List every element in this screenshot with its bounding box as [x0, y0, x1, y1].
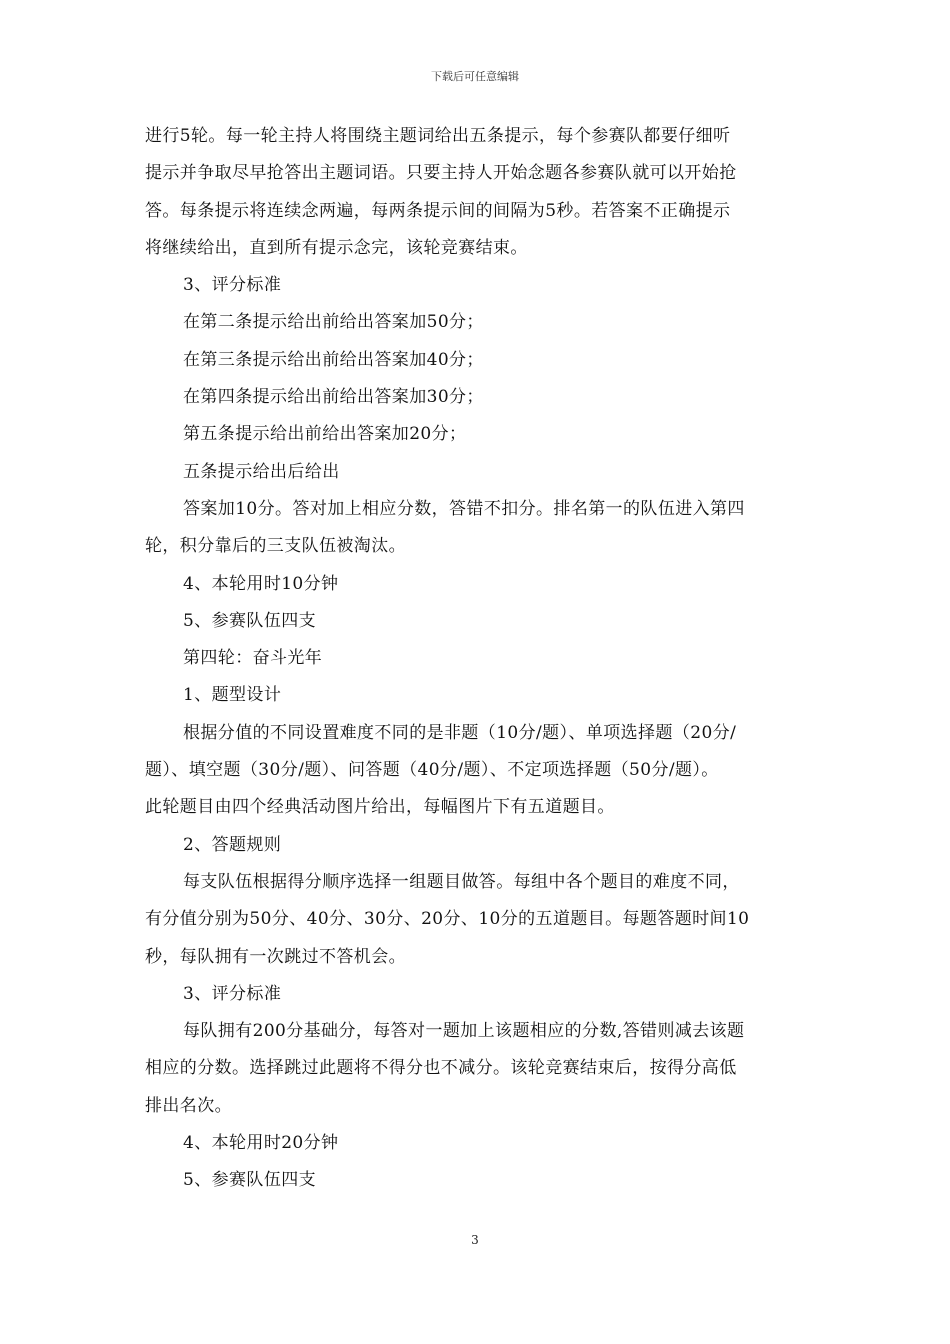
text-line: 提示并争取尽早抢答出主题词语。只要主持人开始念题各参赛队就可以开始抢: [145, 163, 737, 184]
text-line: 1、题型设计: [183, 685, 282, 706]
text-line: 答。每条提示将连续念两遍，每两条提示间的间隔为5秒。若答案不正确提示: [145, 200, 731, 221]
text-line: 每队拥有200分基础分，每答对一题加上该题相应的分数,答错则减去该题: [183, 1021, 745, 1042]
text-line: 4、本轮用时10分钟: [183, 573, 339, 594]
text-line: 根据分值的不同设置难度不同的是非题（10分/题）、单项选择题（20分/: [183, 722, 737, 743]
text-line: 答案加10分。答对加上相应分数，答错不扣分。排名第一的队伍进入第四: [183, 498, 745, 519]
text-line: 有分值分别为50分、40分、30分、20分、10分的五道题目。每题答题时间10: [145, 909, 750, 930]
text-line: 排出名次。: [145, 1095, 232, 1116]
text-line: 每支队伍根据得分顺序选择一组题目做答。每组中各个题目的难度不同，: [183, 871, 740, 892]
text-line: 此轮题目由四个经典活动图片给出，每幅图片下有五道题目。: [145, 797, 615, 818]
text-line: 5、参赛队伍四支: [183, 610, 317, 631]
text-line: 3、评分标准: [183, 983, 282, 1004]
text-line: 5、参赛队伍四支: [183, 1170, 317, 1191]
text-line: 题）、填空题（30分/题）、问答题（40分/题）、不定项选择题（50分/题）。: [145, 760, 719, 781]
document-body: [145, 118, 817, 1200]
text-line: 在第三条提示给出前给出答案加40分；: [183, 349, 484, 370]
text-line: 将继续给出，直到所有提示念完，该轮竞赛结束。: [145, 237, 528, 258]
text-line: 第四轮：奋斗光年: [183, 648, 323, 669]
page-number: 3: [471, 1233, 479, 1247]
text-line: 在第四条提示给出前给出答案加30分；: [183, 387, 484, 408]
text-line: 4、本轮用时20分钟: [183, 1133, 339, 1154]
text-line: 进行5轮。每一轮主持人将围绕主题词给出五条提示，每个参赛队都要仔细听: [145, 126, 731, 146]
text-line: 3、评分标准: [183, 275, 282, 296]
text-line: 轮，积分靠后的三支队伍被淘汰。: [145, 536, 406, 557]
text-line: 五条提示给出后给出: [183, 461, 340, 482]
text-line: 秒，每队拥有一次跳过不答机会。: [145, 946, 406, 967]
text-line: 第五条提示给出前给出答案加20分；: [183, 424, 467, 445]
page-header: 下载后可任意编辑: [431, 70, 519, 83]
text-line: 相应的分数。选择跳过此题将不得分也不减分。该轮竞赛结束后，按得分高低: [145, 1058, 737, 1079]
text-line: 在第二条提示给出前给出答案加50分；: [183, 312, 484, 333]
text-line: 2、答题规则: [183, 834, 282, 855]
